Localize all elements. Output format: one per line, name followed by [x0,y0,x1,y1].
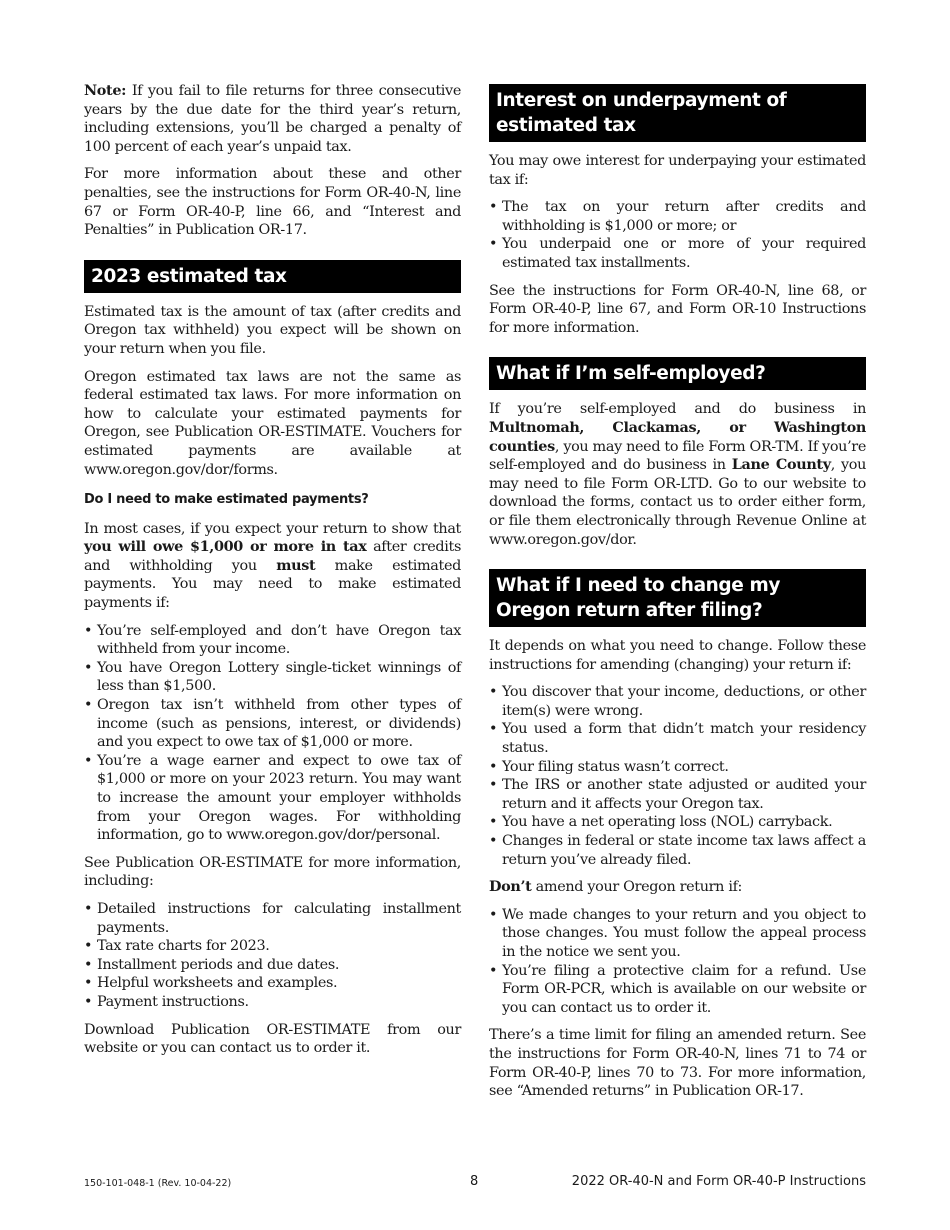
estimated-payments-paragraph [84,520,461,613]
list-item: • The tax on your return after credits and withholding is $1,000 or more; or [489,198,866,235]
list-item: • You discover that your income, deductions, or other item(s) were wrong. [489,683,866,720]
list-item: • We made changes to your return and you object to those changes. You must follow the appeal process in the notice we sent you. [489,906,866,962]
dont-amend-paragraph [489,878,866,897]
text-span: make estimated payments. You may need to make estimated payments if: [84,557,461,612]
section-heading-self-employed: What if I’m self-employed? [489,357,866,390]
section-heading-estimated-tax: 2023 estimated tax [84,260,461,293]
text-span: , you may need to file Form OR-TM. If you’re self-employed and do business in [489,438,866,474]
list-item: • Tax rate charts for 2023. [84,937,461,956]
list-item: • The IRS or another state adjusted or audited your return and it affects your Oregon tax. [489,776,866,813]
list-item: • Installment periods and due dates. [84,956,461,975]
list-item: • You have a net operating loss (NOL) carryback. [489,813,866,832]
list-item: • Helpful worksheets and examples. [84,974,461,993]
page-footer [84,1174,866,1192]
section-heading-interest-underpayment: Interest on underpayment of estimated tax [489,84,866,142]
section-heading-change-return: What if I need to change my Oregon return after filing? [489,569,866,627]
time-limit-paragraph: There’s a time limit for filing an amended return. See the instructions for Form OR-40-N, lines 71 to 74 or Form OR-40-P, lines 70 to 73. For more information, see “Amended returns” in Publication OR-17. [489,1027,866,1100]
left-column [84,82,461,1067]
more-info-paragraph: For more information about these and other penalties, see the instructions for Form OR-40-N, line 67 or Form OR-40-P, line 66, and “Interest and Penalties” in Publication OR-17. [84,166,461,239]
list-item: • Changes in federal or state income tax laws affect a return you’ve already filed. [489,832,866,869]
list-item: • You underpaid one or more of your required estimated tax installments. [489,235,866,272]
text-span: , you may need to file Form OR-LTD. Go to our website to download the forms, contact us to order either form, or file them electronically through Revenue Online at www.oregon.gov/dor. [489,457,866,548]
list-item: • Payment instructions. [84,993,461,1012]
text-span: after credits and withholding you [84,539,461,574]
amend-reasons-list [489,683,866,869]
subheading-need-estimated-payments: Do I need to make estimated payments? [84,492,369,508]
text-span: In most cases, if you expect your return to show that [84,520,461,537]
page-number: 8 [470,1174,479,1189]
right-column [489,84,866,1110]
list-item: • Detailed instructions for calculating installment payments. [84,900,461,937]
text-span: amend your Oregon return if: [531,879,743,896]
list-item: • You’re a wage earner and expect to owe tax of $1,000 or more on your 2023 return. You may want to increase the amount your employer withholds from your Oregon wages. For withholding information, go to www.oregon.gov/dor/personal. [84,752,461,845]
bold-span: must [276,556,316,574]
note-paragraph [84,82,461,156]
bold-span: Multnomah, Clackamas, or Washington counties [489,418,866,455]
interest-list [489,198,866,272]
or-estimate-paragraph: See Publication OR-ESTIMATE for more information, including: [84,854,461,890]
form-number: 150-101-048-1 (Rev. 10-04-22) [84,1178,232,1189]
list-item: • You used a form that didn’t match your residency status. [489,720,866,757]
bold-span: Don’t [489,878,532,896]
interest-paragraph: You may owe interest for underpaying your estimated tax if: [489,153,866,188]
text-span: If you’re self-employed and do business in [489,401,866,418]
list-item: • You’re filing a protective claim for a refund. Use Form OR-PCR, which is available on our website or you can contact us to order it. [489,962,866,1018]
amend-intro-paragraph: It depends on what you need to change. Follow these instructions for amending (changing) your return if: [489,638,866,673]
note-text: If you fail to file returns for three consecutive years by the due date for the third year’s return, including extensions, you’ll be charged a penalty of 100 percent of each year’s unpaid tax. [84,83,461,155]
download-paragraph: Download Publication OR-ESTIMATE from our website or you can contact us to order it. [84,1021,461,1057]
or-estimate-list [84,900,461,1012]
bold-span: you will owe $1,000 or more in tax [84,538,367,556]
dont-amend-list [489,906,866,1018]
list-item: • Oregon tax isn’t withheld from other types of income (such as pensions, interest, or dividends) and you expect to owe tax of $1,000 or more. [84,696,461,752]
interest-instructions-paragraph: See the instructions for Form OR-40-N, line 68, or Form OR-40-P, line 67, and Form OR-10 Instructions for more information. [489,282,866,336]
note-label: Note: [84,82,127,99]
footer-title: 2022 OR-40-N and Form OR-40-P Instructions [571,1174,866,1189]
estimated-tax-definition: Estimated tax is the amount of tax (after credits and Oregon tax withheld) you expect will be shown on your return when you file. [84,303,461,357]
list-item: • You’re self-employed and don’t have Oregon tax withheld from your income. [84,622,461,659]
estimated-payments-list [84,622,461,845]
list-item: • Your filing status wasn’t correct. [489,758,866,777]
estimated-tax-laws: Oregon estimated tax laws are not the same as federal estimated tax laws. For more information on how to calculate your estimated payments for Oregon, see Publication OR-ESTIMATE. Vouchers for estimated payments are available at www.oregon.gov/dor/forms. [84,368,461,478]
self-employed-paragraph [489,400,866,549]
bold-span: Lane County [731,456,831,474]
list-item: • You have Oregon Lottery single-ticket winnings of less than $1,500. [84,659,461,696]
